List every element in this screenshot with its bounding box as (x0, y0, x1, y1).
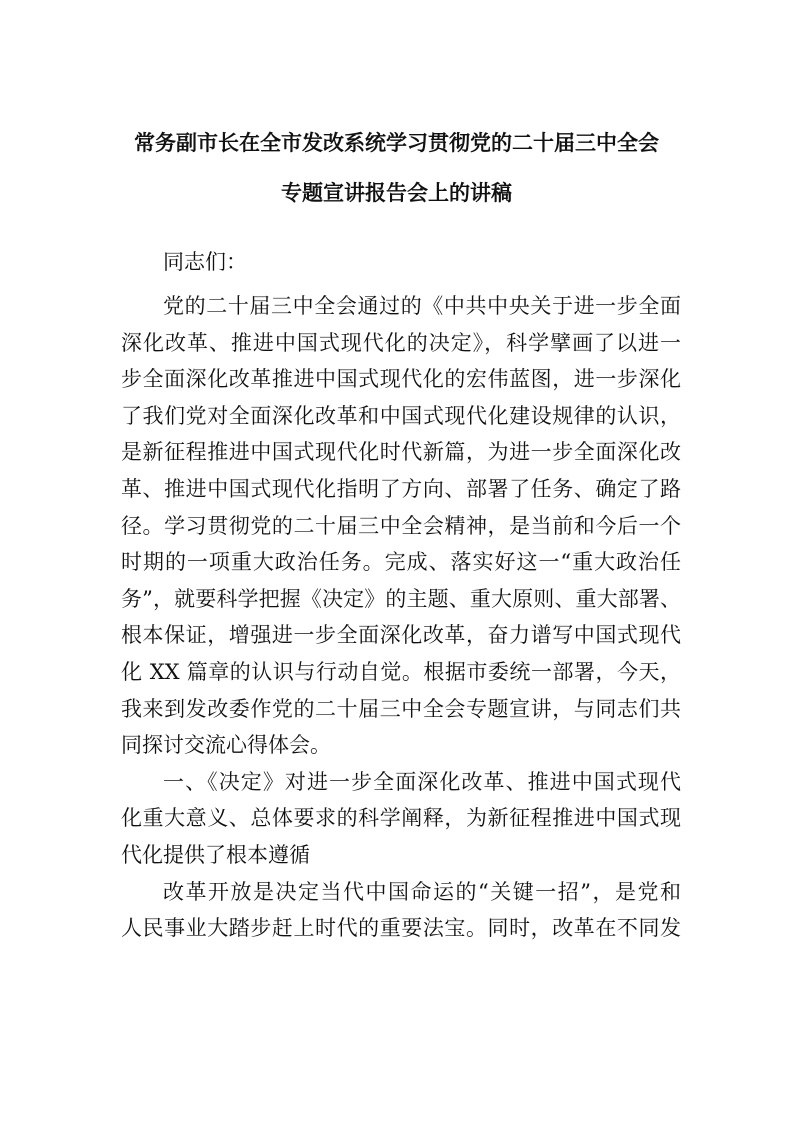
document-title-line-2: 专题宣讲报告会上的讲稿 (281, 181, 512, 205)
body-line: 我来到发改委作党的二十届三中全会专题宣讲，与同志们共 (121, 696, 681, 721)
document-title-line-1: 常务副市长在全市发改系统学习贯彻党的二十届三中全会 (134, 131, 659, 155)
body-line: 人民事业大踏步赶上时代的重要法宝。同时，改革在不同发 (121, 916, 681, 941)
greeting: 同志们： (163, 250, 247, 274)
body-line: 务”，就要科学把握《决定》的主题、重大原则、重大部署、 (121, 586, 681, 611)
body-line: 党的二十届三中全会通过的《中共中央关于进一步全面 (163, 294, 681, 318)
document-body (121, 288, 681, 947)
body-line: 根本保证，增强进一步全面深化改革，奋力谱写中国式现代 (121, 623, 681, 648)
body-line: 革、推进中国式现代化指明了方向、部署了任务、确定了路 (121, 476, 681, 501)
body-line: 化 XX 篇章的认识与行动自觉。根据市委统一部署，今天， (121, 659, 681, 684)
section-heading-line: 代化提供了根本遵循 (121, 842, 310, 867)
body-line: 了我们党对全面深化改革和中国式现代化建设规律的认识， (121, 403, 681, 428)
body-line: 同探讨交流心得体会。 (121, 733, 331, 758)
section-heading-line: 一、《决定》对进一步全面深化改革、推进中国式现代 (163, 769, 681, 794)
body-line: 是新征程推进中国式现代化时代新篇，为进一步全面深化改 (121, 440, 681, 465)
body-line: 时期的一项重大政治任务。完成、落实好这一“重大政治任 (121, 550, 681, 575)
section-heading-line: 化重大意义、总体要求的科学阐释，为新征程推进中国式现 (121, 806, 681, 831)
body-line: 深化改革、推进中国式现代化的决定》，科学擘画了以进一 (121, 330, 681, 355)
body-line: 步全面深化改革推进中国式现代化的宏伟蓝图，进一步深化 (121, 367, 681, 392)
body-line: 径。学习贯彻党的二十届三中全会精神，是当前和今后一个 (121, 513, 681, 538)
body-line: 改革开放是决定当代中国命运的“关键一招”，是党和 (163, 879, 681, 904)
